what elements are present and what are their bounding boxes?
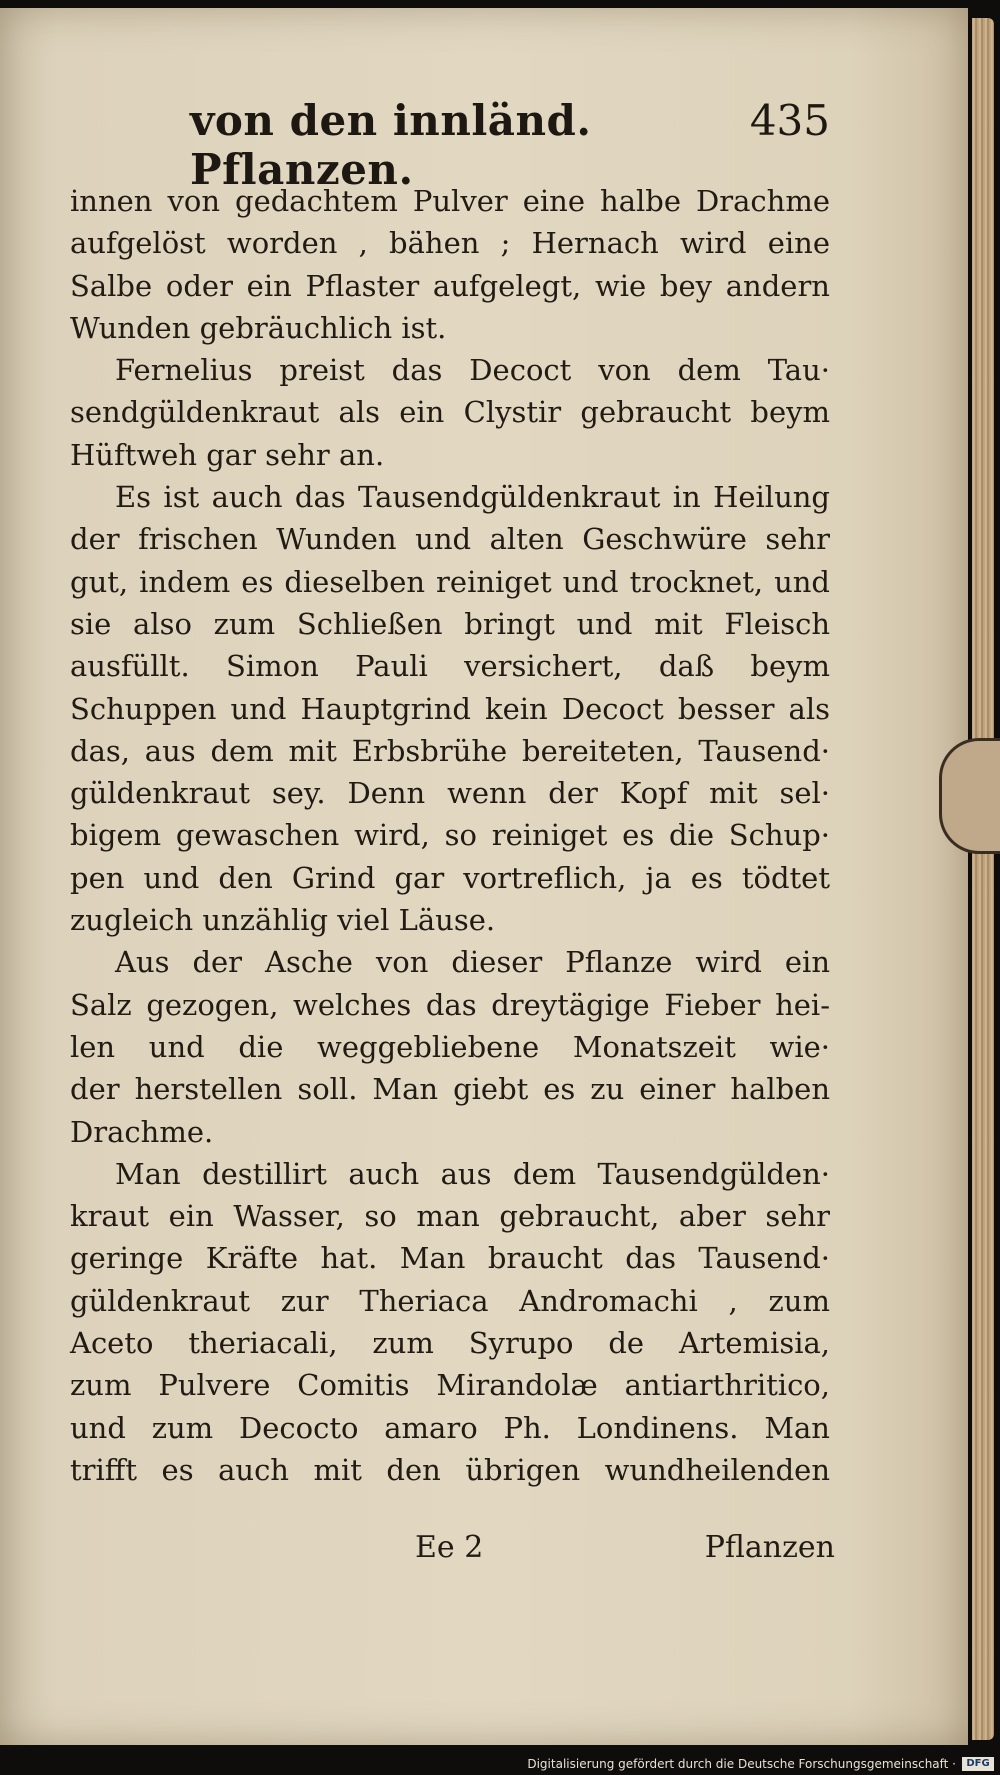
text-line: sie also zum Schließen bringt und mit Fleisch — [70, 606, 830, 641]
text-line: Es ist auch das Tausendgüldenkraut in Heilung — [115, 480, 830, 515]
text-line: und zum Decocto amaro Ph. Londinens. Man — [70, 1410, 830, 1445]
text-line: Man destillirt auch aus dem Tausendgülden· — [115, 1156, 830, 1191]
text-line: das, aus dem mit Erbsbrühe bereiteten, Tausend· — [70, 733, 830, 768]
text-line: Drachme. — [70, 1114, 214, 1149]
running-title: von den innländ. Pflanzen. — [190, 96, 592, 194]
digitization-credit: Digitalisierung gefördert durch die Deutsche Forschungsgemeinschaft · — [527, 1757, 956, 1771]
text-line: gut, indem es dieselben reiniget und trocknet, und — [70, 564, 830, 599]
signature-mark: Ee 2 — [415, 1530, 484, 1565]
text-line: Salz gezogen, welches das dreytägige Fieber hei- — [70, 987, 830, 1022]
text-line: aufgelöst worden , bähen ; Hernach wird eine — [70, 226, 830, 261]
text-line: Aus der Asche von dieser Pflanze wird ein — [115, 945, 830, 980]
text-line: zum Pulvere Comitis Mirandolæ antiarthritico, — [70, 1368, 830, 1403]
text-line: len und die weggebliebene Monatszeit wie· — [70, 1029, 830, 1064]
text-line: innen von gedachtem Pulver eine halbe Drachme — [70, 184, 830, 218]
dfg-logo-icon: DFG — [962, 1757, 994, 1771]
bookmark-tab — [939, 738, 1000, 854]
text-line: Aceto theriacali, zum Syrupo de Artemisia, — [70, 1326, 830, 1361]
text-line: ausfüllt. Simon Pauli versichert, daß beym — [70, 649, 830, 684]
text-line: zugleich unzählig viel Läuse. — [70, 903, 496, 938]
text-line: Hüftweh gar sehr an. — [70, 437, 385, 472]
text-line: trifft es auch mit den übrigen wundheilenden — [70, 1452, 830, 1487]
page-header — [190, 96, 830, 194]
text-line: güldenkraut sey. Denn wenn der Kopf mit sel· — [70, 776, 830, 811]
page-number: 435 — [749, 96, 830, 145]
text-line: der frischen Wunden und alten Geschwüre sehr — [70, 522, 830, 557]
text-line: Salbe oder ein Pflaster aufgelegt, wie bey andern — [70, 268, 830, 303]
page-edge — [972, 18, 994, 1740]
text-line: kraut ein Wasser, so man gebraucht, aber sehr — [70, 1199, 830, 1234]
text-line: Fernelius preist das Decoct von dem Tau· — [115, 353, 830, 388]
text-line: Wunden gebräuchlich ist. — [70, 310, 447, 345]
page-footer — [415, 1530, 835, 1576]
book-page — [0, 8, 968, 1745]
text-line: geringe Kräfte hat. Man braucht das Tausend· — [70, 1241, 830, 1276]
text-line: bigem gewaschen wird, so reiniget es die Schup· — [70, 818, 830, 853]
body-text — [70, 180, 830, 1491]
catchword: Pflanzen — [704, 1530, 835, 1565]
text-line: pen und den Grind gar vortreflich, ja es tödtet — [70, 860, 830, 895]
text-line: güldenkraut zur Theriaca Andromachi , zum — [70, 1283, 830, 1318]
text-line: sendgüldenkraut als ein Clystir gebraucht beym — [70, 395, 830, 430]
text-line: der herstellen soll. Man giebt es zu einer halben — [70, 1072, 830, 1107]
text-line: Schuppen und Hauptgrind kein Decoct besser als — [70, 691, 830, 726]
